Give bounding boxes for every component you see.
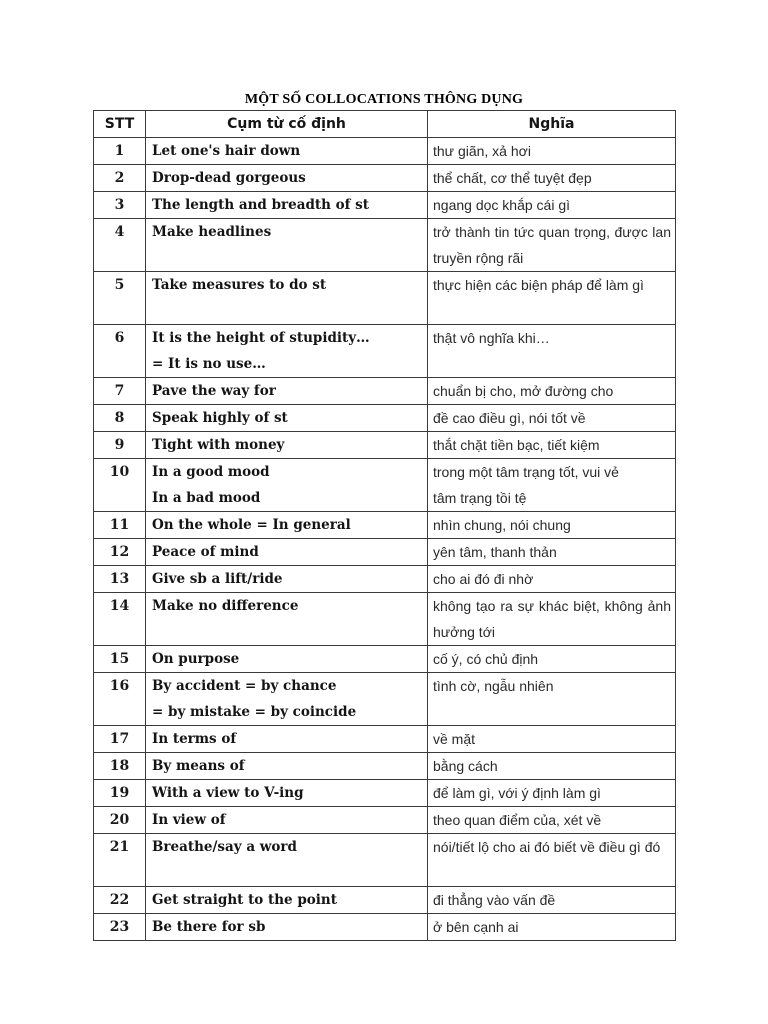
phrase-line: By means of [152,758,245,774]
row-phrase [146,219,428,272]
row-number: 19 [94,780,146,807]
row-phrase [146,405,428,432]
row-phrase [146,165,428,192]
collocations-table-container [93,110,675,941]
row-number: 8 [94,405,146,432]
table-row [94,272,676,325]
phrase-line: Pave the way for [152,383,276,399]
table-row [94,753,676,780]
row-phrase [146,807,428,834]
phrase-line: Give sb a lift/ride [152,571,283,587]
page-title: MỘT SỐ COLLOCATIONS THÔNG DỤNG [244,92,524,107]
phrase-line: The length and breadth of st [152,197,370,213]
row-phrase [146,138,428,165]
phrase-line: = It is no use… [152,356,266,372]
row-meaning: đề cao điều gì, nói tốt về [428,405,676,432]
phrase-line: Take measures to do st [152,277,327,293]
table-row [94,325,676,378]
row-number: 20 [94,807,146,834]
table-row [94,834,676,887]
row-number: 9 [94,432,146,459]
row-meaning: về mặt [428,726,676,753]
row-phrase [146,272,428,325]
row-meaning: thực hiện các biện pháp để làm gì [428,272,676,325]
row-phrase [146,726,428,753]
row-phrase [146,780,428,807]
table-row [94,165,676,192]
row-phrase [146,593,428,646]
row-number: 1 [94,138,146,165]
phrase-line: In a good mood [152,464,270,480]
phrase-line: = by mistake = by coincide [152,704,357,720]
phrase-line: On the whole = In general [152,517,351,533]
phrase-line: Speak highly of st [152,410,288,426]
table-row [94,673,676,726]
row-meaning: ở bên cạnh ai [428,914,676,941]
phrase-line: Be there for sb [152,919,266,935]
row-number: 15 [94,646,146,673]
row-number: 5 [94,272,146,325]
row-meaning: không tạo ra sự khác biệt, không ảnh hưởng tới [428,593,676,646]
row-meaning: cho ai đó đi nhờ [428,566,676,593]
table-row [94,807,676,834]
row-number: 22 [94,887,146,914]
row-meaning: ngang dọc khắp cái gì [428,192,676,219]
collocations-table [93,110,676,941]
row-phrase [146,539,428,566]
header-stt: STT [94,111,146,138]
row-meaning: thắt chặt tiền bạc, tiết kiệm [428,432,676,459]
row-meaning: tình cờ, ngẫu nhiên [428,673,676,726]
phrase-line: Get straight to the point [152,892,337,908]
row-phrase [146,432,428,459]
phrase-line: Make headlines [152,224,272,240]
phrase-line: In view of [152,812,226,828]
row-meaning: thư giãn, xả hơi [428,138,676,165]
row-number: 14 [94,593,146,646]
row-phrase [146,887,428,914]
row-phrase [146,834,428,887]
row-number: 13 [94,566,146,593]
row-phrase [146,646,428,673]
phrase-line: Drop-dead gorgeous [152,170,306,186]
table-row [94,378,676,405]
table-row [94,646,676,673]
table-row [94,459,676,512]
phrase-line: Tight with money [152,437,285,453]
table-row [94,593,676,646]
row-phrase [146,753,428,780]
row-phrase [146,566,428,593]
row-number: 6 [94,325,146,378]
header-meaning: Nghĩa [428,111,676,138]
table-row [94,780,676,807]
row-meaning: cố ý, có chủ định [428,646,676,673]
row-number: 18 [94,753,146,780]
row-meaning: trở thành tin tức quan trọng, được lan truyền rộng rãi [428,219,676,272]
row-meaning: nhìn chung, nói chung [428,512,676,539]
phrase-line: It is the height of stupidity… [152,330,370,346]
phrase-line: In a bad mood [152,490,261,506]
row-phrase [146,325,428,378]
row-meaning: theo quan điểm của, xét về [428,807,676,834]
phrase-line: Let one's hair down [152,143,301,159]
row-meaning: yên tâm, thanh thản [428,539,676,566]
table-row [94,405,676,432]
phrase-line: Breathe/say a word [152,839,297,855]
row-number: 10 [94,459,146,512]
row-phrase [146,378,428,405]
meaning-line: tâm trạng tồi tệ [433,490,527,506]
row-number: 2 [94,165,146,192]
row-number: 17 [94,726,146,753]
row-meaning: bằng cách [428,753,676,780]
row-number: 21 [94,834,146,887]
row-phrase [146,459,428,512]
table-row [94,512,676,539]
table-row [94,138,676,165]
row-meaning [428,459,676,512]
header-phrase: Cụm từ cố định [146,111,428,138]
row-meaning: để làm gì, với ý định làm gì [428,780,676,807]
row-phrase [146,914,428,941]
row-number: 16 [94,673,146,726]
table-row [94,726,676,753]
row-meaning: đi thẳng vào vấn đề [428,887,676,914]
phrase-line: Peace of mind [152,544,259,560]
row-number: 4 [94,219,146,272]
phrase-line: With a view to V-ing [152,785,304,801]
phrase-line: By accident = by chance [152,678,337,694]
phrase-line: On purpose [152,651,240,667]
row-phrase [146,192,428,219]
row-number: 11 [94,512,146,539]
meaning-line: trong một tâm trạng tốt, vui vẻ [433,464,619,480]
row-number: 3 [94,192,146,219]
row-number: 12 [94,539,146,566]
table-row [94,914,676,941]
phrase-line: In terms of [152,731,237,747]
phrase-line: Make no difference [152,598,299,614]
row-number: 7 [94,378,146,405]
row-number: 23 [94,914,146,941]
row-phrase [146,512,428,539]
table-row [94,192,676,219]
table-row [94,539,676,566]
row-meaning: nói/tiết lộ cho ai đó biết về điều gì đó [428,834,676,887]
row-meaning: thể chất, cơ thể tuyệt đẹp [428,165,676,192]
table-row [94,887,676,914]
row-meaning: chuẩn bị cho, mở đường cho [428,378,676,405]
table-row [94,566,676,593]
table-row [94,432,676,459]
table-header-row [94,111,676,138]
row-meaning: thật vô nghĩa khi… [428,325,676,378]
row-phrase [146,673,428,726]
table-row [94,219,676,272]
